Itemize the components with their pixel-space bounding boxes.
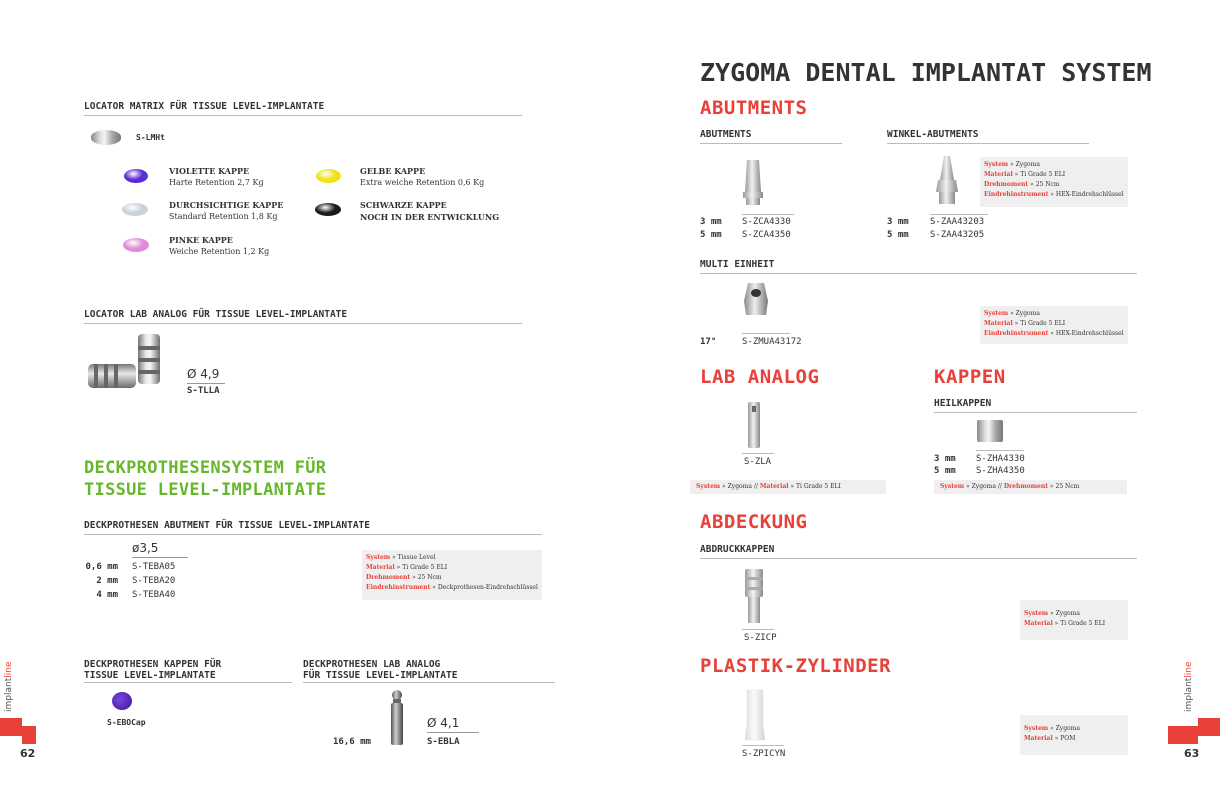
multi-unit-image: [742, 281, 770, 317]
deck-system-heading-1: DECKPROTHESENSYSTEM FÜR: [84, 458, 327, 478]
kappen-info-box: System » Zygoma // Drehmoment » 25 Ncm: [934, 480, 1127, 494]
heilkappe-rule: [976, 450, 1024, 451]
lab-analog-heading: LAB ANALOG: [700, 366, 820, 388]
deck-lab-code: S-EBLA: [427, 737, 460, 747]
cap-name-pink: PINKE KAPPE: [169, 235, 233, 245]
heilkappe-image: [977, 420, 1003, 442]
lab-analog-info-box: System » Zygoma // Material » Ti Grade 5 ELI: [690, 480, 886, 494]
left-tab-marker-2: [22, 726, 36, 744]
abutment-code-1: S-ZCA4330: [742, 217, 791, 227]
matrix-housing-image: [91, 130, 121, 145]
cap-image-clear: [122, 203, 148, 216]
heilkappen-heading: HEILKAPPEN: [934, 398, 1137, 413]
left-page-number: 62: [20, 747, 36, 760]
plastik-rule: [742, 745, 784, 746]
deck-system-heading-2: TISSUE LEVEL-IMPLANTATE: [84, 480, 327, 500]
cap-desc-clear: Standard Retention 1,8 Kg: [169, 212, 278, 221]
heilkappe-code-1: S-ZHA4330: [976, 454, 1025, 464]
left-side-brand: implantline: [4, 661, 14, 712]
multi-code: S-ZMUA43172: [742, 337, 802, 347]
abdruckkappe-rule: [742, 629, 774, 630]
cap-image-violet: [124, 169, 148, 183]
abdruckkappe-code: S-ZICP: [744, 633, 777, 643]
winkel-heading: WINKEL-ABUTMENTS: [887, 129, 1089, 144]
deck-kappen-heading-2: TISSUE LEVEL-IMPLANTATE: [84, 670, 216, 681]
winkel-rule: [930, 214, 988, 215]
cap-desc-pink: Weiche Retention 1,2 Kg: [169, 247, 270, 256]
deck-abutment-info-box: System » Tissue Level Material » Ti Grade 5 ELI Drehmoment » 25 Ncm Eindrehinstrument » Deckprothesen-Eindrehschlüssel: [362, 550, 542, 600]
abutment-size-1: 3 mm: [700, 217, 722, 227]
winkel-abutment-image: [930, 154, 962, 206]
deck-abutment-code-2: S-TEBA20: [132, 576, 176, 586]
left-tab-marker: [0, 718, 22, 736]
cap-image-pink: [123, 238, 149, 252]
abutment-rule: [742, 214, 794, 215]
right-page-number: 63: [1184, 747, 1200, 760]
cap-desc-black: NOCH IN DER ENTWICKLUNG: [360, 212, 500, 222]
plastik-code: S-ZPICYN: [742, 749, 786, 759]
cap-image-yellow: [316, 169, 341, 183]
right-page-title: ZYGOMA DENTAL IMPLANTAT SYSTEM: [700, 58, 1152, 87]
abutment-image: [742, 158, 764, 206]
kappen-heading: KAPPEN: [934, 366, 1006, 388]
deck-lab-size: 16,6 mm: [333, 737, 371, 747]
abutment-code-2: S-ZCA4350: [742, 230, 791, 240]
cap-desc-violet: Harte Retention 2,7 Kg: [169, 178, 264, 187]
heilkappe-code-2: S-ZHA4350: [976, 466, 1025, 476]
cap-name-clear: DURCHSICHTIGE KAPPE: [169, 200, 284, 210]
heilkappe-size-2: 5 mm: [934, 466, 956, 476]
multi-info-box: System » Zygoma Material » Ti Grade 5 ELI Eindrehinstrument » HEX-Eindrehschlüssel: [980, 306, 1128, 344]
multi-angle: 17°: [700, 337, 717, 347]
deck-lab-analog-image: [386, 689, 408, 747]
ebo-cap-code: S-EBOCap: [107, 718, 146, 727]
abdruckkappen-heading: ABDRUCKKAPPEN: [700, 544, 1137, 559]
deck-kappen-rule: [84, 682, 292, 683]
abutment-size-2: 5 mm: [700, 230, 722, 240]
deck-abutment-size-1: 0,6 mm: [85, 562, 118, 572]
ebo-cap-image: [112, 692, 132, 710]
deck-abutment-size-3: 4 mm: [96, 590, 118, 600]
plastik-zylinder-image: [743, 688, 767, 742]
locator-lab-code: S-TLLA: [187, 386, 220, 396]
deck-abutment-code-1: S-TEBA05: [132, 562, 176, 572]
plastik-info-box: System » Zygoma Material » POM: [1020, 715, 1128, 755]
abutments-main-heading: ABUTMENTS: [700, 97, 808, 119]
right-tab-marker-2: [1168, 726, 1198, 744]
deck-lab-diameter: Ø 4,1: [427, 716, 479, 733]
winkel-size-1: 3 mm: [887, 217, 909, 227]
lab-analog-rule: [742, 453, 774, 454]
deck-lab-rule: [303, 682, 555, 683]
cap-name-yellow: GELBE KAPPE: [360, 166, 426, 176]
cap-name-violet: VIOLETTE KAPPE: [169, 166, 250, 176]
locator-matrix-heading: LOCATOR MATRIX FÜR TISSUE LEVEL-IMPLANTATE: [84, 101, 522, 116]
deck-lab-heading-2: FÜR TISSUE LEVEL-IMPLANTATE: [303, 670, 458, 681]
abutments-sub-heading: ABUTMENTS: [700, 129, 842, 144]
locator-lab-analog-image: [86, 332, 166, 394]
winkel-code-1: S-ZAA43203: [930, 217, 985, 227]
winkel-info-box: System » Zygoma Material » Ti Grade 5 ELI Drehmoment » 25 Ncm Eindrehinstrument » HEX-Eindrehschlüssel: [980, 157, 1128, 207]
deck-lab-heading-1: DECKPROTHESEN LAB ANALOG: [303, 659, 441, 670]
lab-analog-code: S-ZLA: [744, 457, 772, 467]
winkel-size-2: 5 mm: [887, 230, 909, 240]
deck-abutment-diameter: ø3,5: [132, 541, 188, 558]
winkel-code-2: S-ZAA43205: [930, 230, 985, 240]
right-side-brand: implantline: [1184, 661, 1194, 712]
cap-desc-yellow: Extra weiche Retention 0,6 Kg: [360, 178, 485, 187]
housing-code: S-LMHt: [136, 133, 165, 142]
deck-abutment-heading: DECKPROTHESEN ABUTMENT FÜR TISSUE LEVEL-IMPLANTATE: [84, 520, 542, 535]
cap-image-black: [315, 203, 341, 216]
plastik-heading: PLASTIK-ZYLINDER: [700, 655, 892, 677]
deck-abutment-size-2: 2 mm: [96, 576, 118, 586]
locator-lab-diameter: Ø 4,9: [187, 367, 225, 384]
multi-heading: MULTI EINHEIT: [700, 259, 1137, 274]
multi-rule: [742, 333, 790, 334]
abdruckkappe-image: [743, 567, 765, 625]
abdeckung-heading: ABDECKUNG: [700, 511, 808, 533]
deck-abutment-code-3: S-TEBA40: [132, 590, 176, 600]
heilkappe-size-1: 3 mm: [934, 454, 956, 464]
lab-analog-image: [745, 400, 763, 450]
cap-name-black: SCHWARZE KAPPE: [360, 200, 447, 210]
locator-lab-heading: LOCATOR LAB ANALOG FÜR TISSUE LEVEL-IMPLANTATE: [84, 309, 522, 324]
right-tab-marker: [1198, 718, 1220, 736]
abdeckung-info-box: System » Zygoma Material » Ti Grade 5 ELI: [1020, 600, 1128, 640]
deck-kappen-heading-1: DECKPROTHESEN KAPPEN FÜR: [84, 659, 222, 670]
